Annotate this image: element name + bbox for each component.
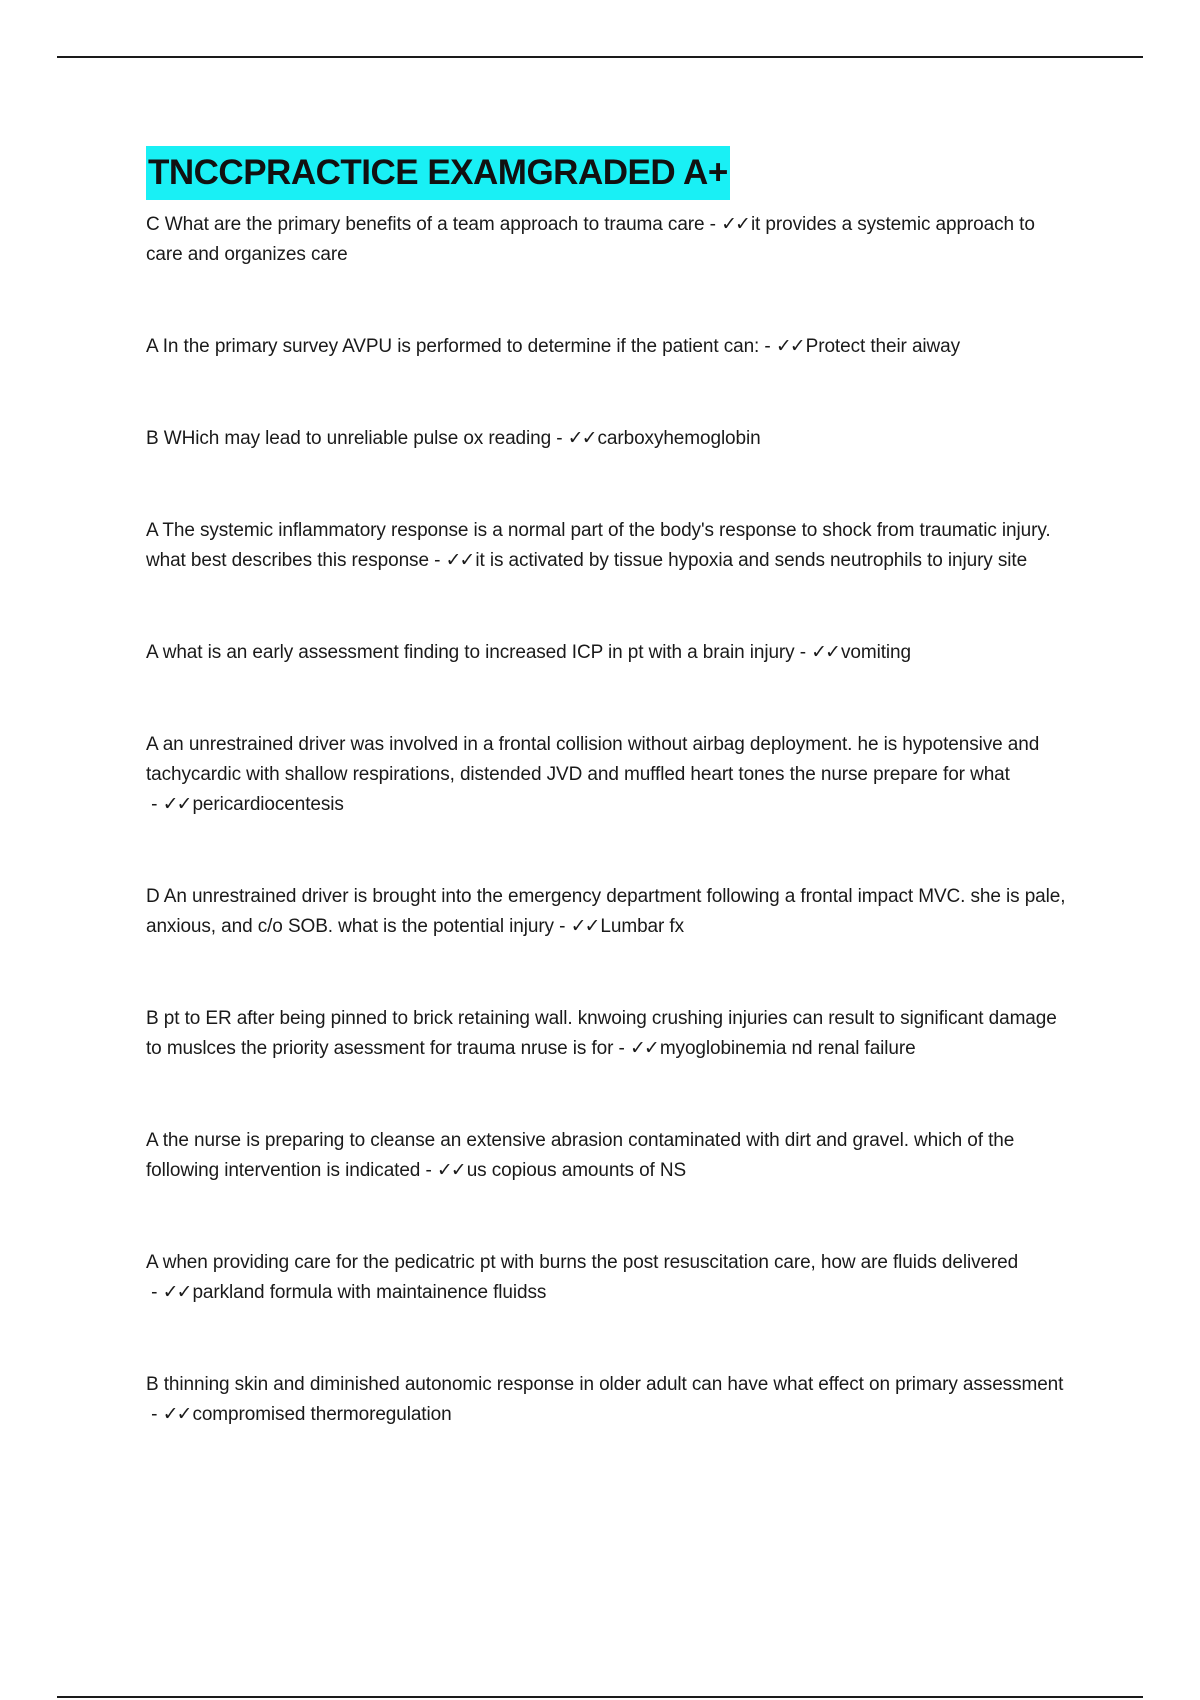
check-mark-icon: ✓✓ xyxy=(570,916,599,937)
document-title: TNCCPRACTICE EXAMGRADED A+ xyxy=(146,146,730,200)
check-mark-icon: ✓✓ xyxy=(775,336,804,357)
qa-item xyxy=(146,882,1066,942)
check-mark-icon: ✓✓ xyxy=(811,642,839,663)
separator: - xyxy=(420,1160,437,1181)
separator: - xyxy=(551,428,568,449)
qa-item xyxy=(146,730,1066,820)
separator: - xyxy=(759,336,776,357)
answer-text: it provides a systemic approach to care and organizes care xyxy=(146,214,1035,265)
qa-item xyxy=(146,1126,1066,1186)
question-text: A an unrestrained driver was involved in a frontal collision without airbag deployment. he is hypotensive and tachycardic with shallow respirations, distended JVD and muffled heart tones the nurse prepare for what xyxy=(146,734,1040,785)
question-text: B pt to ER after being pinned to brick retaining wall. knwoing crushing injuries can result to significant damage to muslces the priority asessment for trauma nruse is for xyxy=(146,1008,1057,1059)
question-text: C What are the primary benefits of a team approach to trauma care xyxy=(146,214,705,235)
check-mark-icon: ✓✓ xyxy=(162,794,191,815)
document-body xyxy=(146,146,1066,1492)
answer-text: Protect their aiway xyxy=(805,336,961,357)
answer-text: it is activated by tissue hypoxia and sends neutrophils to injury site xyxy=(475,550,1028,571)
qa-item xyxy=(146,516,1066,576)
qa-item xyxy=(146,210,1066,270)
check-mark-icon: ✓✓ xyxy=(162,1404,191,1425)
question-text: A In the primary survey AVPU is performed to determine if the patient can: xyxy=(146,336,760,357)
answer-text: Lumbar fx xyxy=(600,916,684,937)
check-mark-icon: ✓✓ xyxy=(162,1282,191,1303)
top-rule xyxy=(57,56,1143,58)
bottom-rule xyxy=(57,1696,1143,1698)
question-text: A what is an early assessment finding to increased ICP in pt with a brain injury xyxy=(146,642,795,663)
answer-text: compromised thermoregulation xyxy=(192,1404,452,1425)
check-mark-icon: ✓✓ xyxy=(567,428,596,449)
qa-item xyxy=(146,638,1066,668)
answer-text: us copious amounts of NS xyxy=(466,1160,687,1181)
question-text: B thinning skin and diminished autonomic response in older adult can have what effect on primary assessment xyxy=(146,1374,1064,1395)
check-mark-icon: ✓✓ xyxy=(721,214,749,235)
qa-item xyxy=(146,1248,1066,1308)
answer-text: parkland formula with maintainence fluidss xyxy=(192,1282,547,1303)
check-mark-icon: ✓✓ xyxy=(436,1160,465,1181)
separator: - xyxy=(613,1038,630,1059)
separator: - xyxy=(146,1282,163,1303)
qa-item xyxy=(146,332,1066,362)
separator: - xyxy=(428,550,446,571)
question-text: D An unrestrained driver is brought into the emergency department following a frontal impact MVC. she is pale, anxious, and c/o SOB. what is the potential injury xyxy=(146,886,1066,937)
separator: - xyxy=(146,794,163,815)
qa-item xyxy=(146,1370,1066,1430)
qa-item xyxy=(146,424,1066,454)
answer-text: myoglobinemia nd renal failure xyxy=(659,1038,916,1059)
separator: - xyxy=(704,214,722,235)
question-text: B WHich may lead to unreliable pulse ox reading xyxy=(146,428,552,449)
qa-list xyxy=(146,210,1066,1430)
separator: - xyxy=(794,642,812,663)
answer-text: pericardiocentesis xyxy=(192,794,344,815)
question-text: A The systemic inflammatory response is a normal part of the body's response to shock from traumatic injury. what best describes this response xyxy=(146,520,1051,571)
check-mark-icon: ✓✓ xyxy=(445,550,474,571)
qa-item xyxy=(146,1004,1066,1064)
separator: - xyxy=(553,916,571,937)
question-text: A when providing care for the pedicatric pt with burns the post resuscitation care, how are fluids delivered xyxy=(146,1252,1019,1273)
answer-text: vomiting xyxy=(840,642,911,663)
check-mark-icon: ✓✓ xyxy=(629,1038,658,1059)
separator: - xyxy=(146,1404,163,1425)
question-text: A the nurse is preparing to cleanse an extensive abrasion contaminated with dirt and gravel. which of the following intervention is indicated xyxy=(146,1130,1015,1181)
answer-text: carboxyhemoglobin xyxy=(597,428,761,449)
